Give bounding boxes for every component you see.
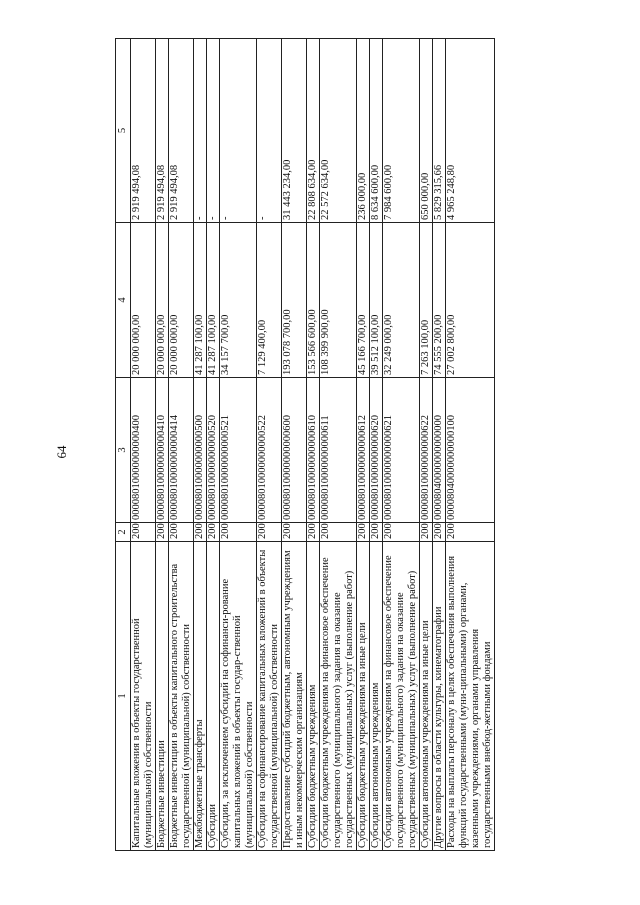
row-line-code-cell: 200 [307,523,320,542]
row-executed-amount-cell: - [207,39,220,223]
table-row [169,39,194,851]
row-line-code-cell: 200 [169,523,194,542]
row-line-code-cell: 200 [357,523,370,542]
row-budget-code-cell: 00008010000000000620 [370,378,383,523]
row-name-cell: Субсидии, за исключением субсидий на софинанси-рование капитальных вложений в объекты государ-ственной (муниципальной) собственности [220,542,257,851]
table-row [156,39,169,851]
row-executed-amount-cell: 650 000,00 [420,39,433,223]
row-approved-amount-cell: 153 566 600,00 [307,223,320,378]
row-name-cell: Субсидии автономным учреждениям на финансовое обеспечение государственного (муниципального) задания на оказание государственных (муниципальных) услуг (выполнение работ) [383,542,420,851]
table-row [320,39,357,851]
row-executed-amount-cell: 31 443 234,00 [282,39,307,223]
table-row [220,39,257,851]
budget-table [115,38,495,851]
row-executed-amount-cell: - [257,39,282,223]
row-line-code-cell: 200 [220,523,257,542]
row-budget-code-cell: 00008010000000000612 [357,378,370,523]
row-executed-amount-cell: 7 984 600,00 [383,39,420,223]
table-row [370,39,383,851]
row-line-code-cell: 200 [207,523,220,542]
row-budget-code-cell: 00008010000000000400 [131,378,156,523]
table-header-row [116,39,131,851]
row-executed-amount-cell: 22 572 634,00 [320,39,357,223]
row-approved-amount-cell: 41 287 100,00 [207,223,220,378]
row-line-code-cell: 200 [370,523,383,542]
row-executed-amount-cell: 22 808 634,00 [307,39,320,223]
row-budget-code-cell: 00008010000000000522 [257,378,282,523]
row-name-cell: Капитальные вложения в объекты государственной (муниципальной) собственности [131,542,156,851]
row-executed-amount-cell: 8 634 600,00 [370,39,383,223]
table-row [357,39,370,851]
table-row [433,39,446,851]
row-line-code-cell: 200 [420,523,433,542]
row-name-cell: Субсидии [207,542,220,851]
row-line-code-cell: 200 [156,523,169,542]
row-approved-amount-cell: 34 157 700,00 [220,223,257,378]
row-name-cell: Субсидии автономным учреждениям на иные цели [420,542,433,851]
row-budget-code-cell: 00008010000000000621 [383,378,420,523]
row-approved-amount-cell: 74 555 200,00 [433,223,446,378]
header-cell: 1 [116,542,131,851]
row-approved-amount-cell: 20 000 000,00 [131,223,156,378]
row-line-code-cell: 200 [320,523,357,542]
row-approved-amount-cell: 32 249 000,00 [383,223,420,378]
row-line-code-cell: 200 [282,523,307,542]
header-cell: 4 [116,223,131,378]
row-executed-amount-cell: 4 965 248,80 [446,39,495,223]
row-line-code-cell: 200 [257,523,282,542]
row-name-cell: Субсидии на софинансирование капитальных вложений в объекты государственной (муниципальной) собственности [257,542,282,851]
row-line-code-cell: 200 [433,523,446,542]
table-row [420,39,433,851]
row-executed-amount-cell: 2 919 494,08 [156,39,169,223]
row-name-cell: Субсидии автономным учреждениям [370,542,383,851]
row-line-code-cell: 200 [131,523,156,542]
header-cell: 2 [116,523,131,542]
row-budget-code-cell: 00008010000000000610 [307,378,320,523]
table-row [446,39,495,851]
row-budget-code-cell: 00008010000000000611 [320,378,357,523]
table-row [307,39,320,851]
row-name-cell: Бюджетные инвестиции в объекты капитального строительства государственной (муниципальной) собственности [169,542,194,851]
row-name-cell: Расходы на выплаты персоналу в целях обеспечения выполнения функций государственными (муни-ципальными) органами, казенными учреждениями, органами управления государственными внебюд-жетными фондами [446,542,495,851]
row-executed-amount-cell: 2 919 494,08 [131,39,156,223]
row-approved-amount-cell: 193 078 700,00 [282,223,307,378]
page-number: 64 [54,445,69,459]
row-name-cell: Субсидии бюджетным учреждениям на иные цели [357,542,370,851]
row-budget-code-cell: 00008040000000000100 [446,378,495,523]
row-name-cell: Субсидии бюджетным учреждениям на финансовое обеспечение государственного (муниципального) задания на оказание государственных (муниципальных) услуг (выполнение работ) [320,542,357,851]
row-budget-code-cell: 00008010000000000521 [220,378,257,523]
row-executed-amount-cell: - [194,39,207,223]
table-row [131,39,156,851]
row-budget-code-cell: 00008010000000000622 [420,378,433,523]
row-name-cell: Другие вопросы в области культуры, кинематографии [433,542,446,851]
row-approved-amount-cell: 39 512 100,00 [370,223,383,378]
row-budget-code-cell: 00008010000000000600 [282,378,307,523]
row-budget-code-cell: 00008010000000000410 [156,378,169,523]
row-name-cell: Межбюджетные трансферты [194,542,207,851]
row-budget-code-cell: 00008010000000000520 [207,378,220,523]
row-executed-amount-cell: 236 000,00 [357,39,370,223]
row-line-code-cell: 200 [383,523,420,542]
row-line-code-cell: 200 [194,523,207,542]
table-row [257,39,282,851]
table-row [282,39,307,851]
row-executed-amount-cell: 2 919 494,08 [169,39,194,223]
row-approved-amount-cell: 7 129 400,00 [257,223,282,378]
row-approved-amount-cell: 20 000 000,00 [169,223,194,378]
row-approved-amount-cell: 41 287 100,00 [194,223,207,378]
table-row [194,39,207,851]
table-row [383,39,420,851]
row-approved-amount-cell: 27 002 800,00 [446,223,495,378]
row-name-cell: Предоставление субсидий бюджетным, автономным учреждениям и иным некоммерческим организациям [282,542,307,851]
row-approved-amount-cell: 45 166 700,00 [357,223,370,378]
rotated-table-container [115,39,524,851]
row-budget-code-cell: 00008010000000000500 [194,378,207,523]
row-approved-amount-cell: 20 000 000,00 [156,223,169,378]
row-executed-amount-cell: - [220,39,257,223]
row-budget-code-cell: 00008040000000000000 [433,378,446,523]
table-row [207,39,220,851]
header-cell: 3 [116,378,131,523]
row-budget-code-cell: 00008010000000000414 [169,378,194,523]
row-approved-amount-cell: 7 263 100,00 [420,223,433,378]
header-cell: 5 [116,39,131,223]
row-line-code-cell: 200 [446,523,495,542]
row-name-cell: Субсидии бюджетным учреждениям [307,542,320,851]
row-approved-amount-cell: 108 399 900,00 [320,223,357,378]
row-name-cell: Бюджетные инвестиции [156,542,169,851]
row-executed-amount-cell: 5 829 315,66 [433,39,446,223]
